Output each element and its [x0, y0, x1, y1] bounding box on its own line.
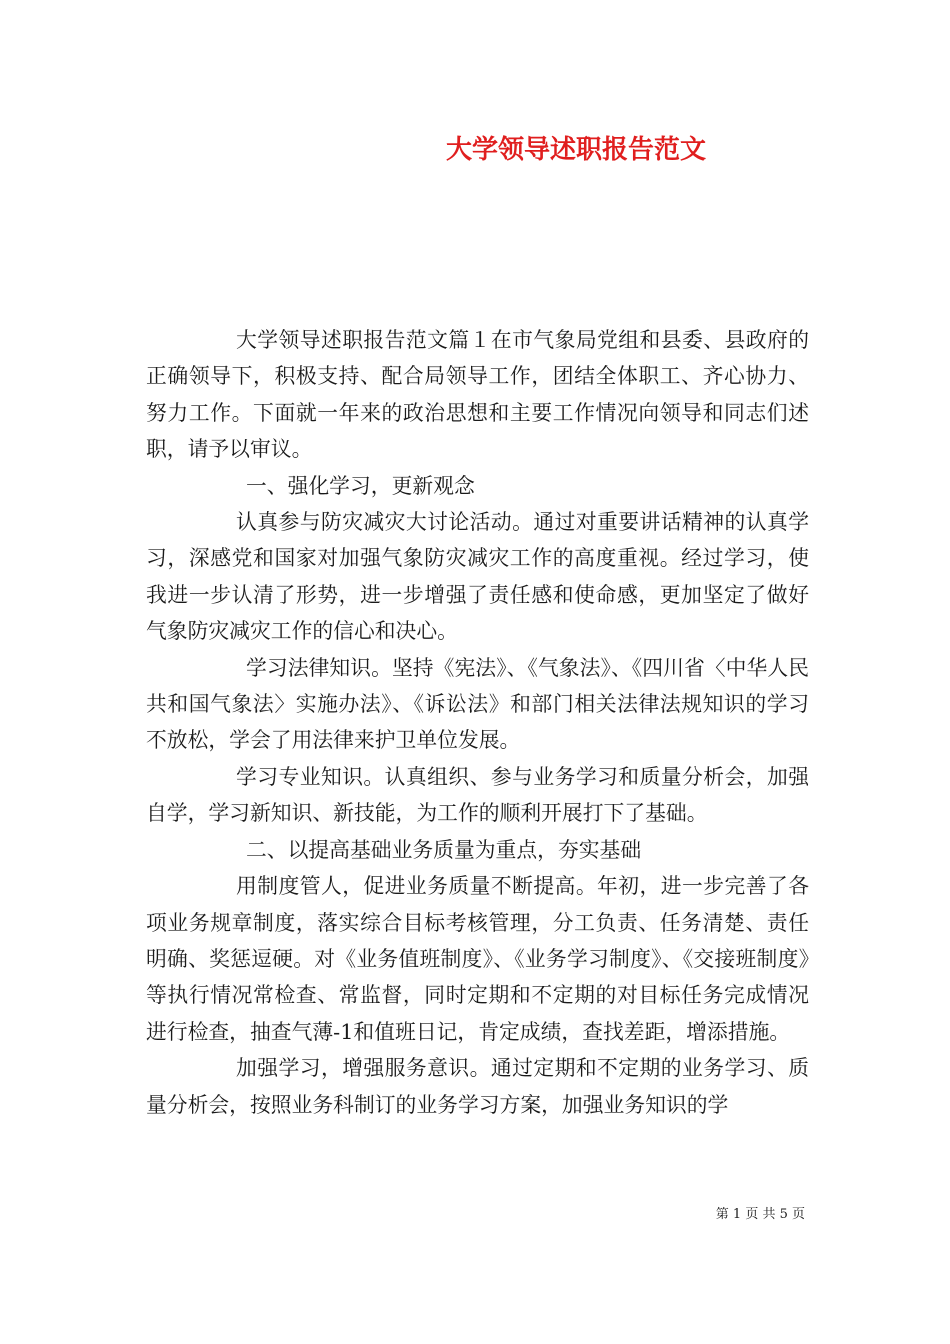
section-heading: 二、以提高基础业务质量为重点，夯实基础 — [246, 837, 642, 862]
page-number-footer: 第 1 页 共 5 页 — [715, 1207, 805, 1222]
paragraph: 加强学习，增强服务意识。通过定期和不定期的业务学习、质量分析会，按照业务科制订的业务学习方案，加强业务知识的学 — [146, 1056, 809, 1117]
paragraph: 认真参与防灾减灾大讨论活动。通过对重要讲话精神的认真学习，深感党和国家对加强气象防灾减灾工作的高度重视。经过学习，使我进一步认清了形势，进一步增强了责任感和使命感，更加坚定了做好气象防灾减灾工作的信心和决心。 — [146, 510, 809, 644]
paragraph: 大学领导述职报告范文篇１在市气象局党组和县委、县政府的正确领导下，积极支持、配合局领导工作，团结全体职工、齐心协力、努力工作。下面就一年来的政治思想和主要工作情况向领导和同志们述职，请予以审议。 — [146, 328, 809, 462]
paragraph: 学习法律知识。坚持《宪法》、《气象法》、《四川省〈中华人民共和国气象法〉实施办法》、《诉讼法》和部门相关法律法规知识的学习不放松，学会了用法律来护卫单位发展。 — [146, 655, 809, 753]
document-body — [146, 322, 809, 1123]
document-title: 大学领导述职报告范文 — [446, 135, 707, 165]
paragraph: 学习专业知识。认真组织、参与业务学习和质量分析会，加强自学，学习新知识、新技能，为工作的顺利开展打下了基础。 — [146, 764, 809, 826]
section-heading: 一、强化学习，更新观念 — [246, 473, 475, 498]
paragraph: 用制度管人，促进业务质量不断提高。年初，进一步完善了各项业务规章制度，落实综合目标考核管理，分工负责、任务清楚、责任明确、奖惩逗硬。对《业务值班制度》、《业务学习制度》、《交接班制度》等执行情况常检查、常监督，同时定期和不定期的对目标任务完成情况进行检查，抽查气薄-1和值班日记，肯定成绩，查找差距，增添措施。 — [146, 874, 809, 1044]
